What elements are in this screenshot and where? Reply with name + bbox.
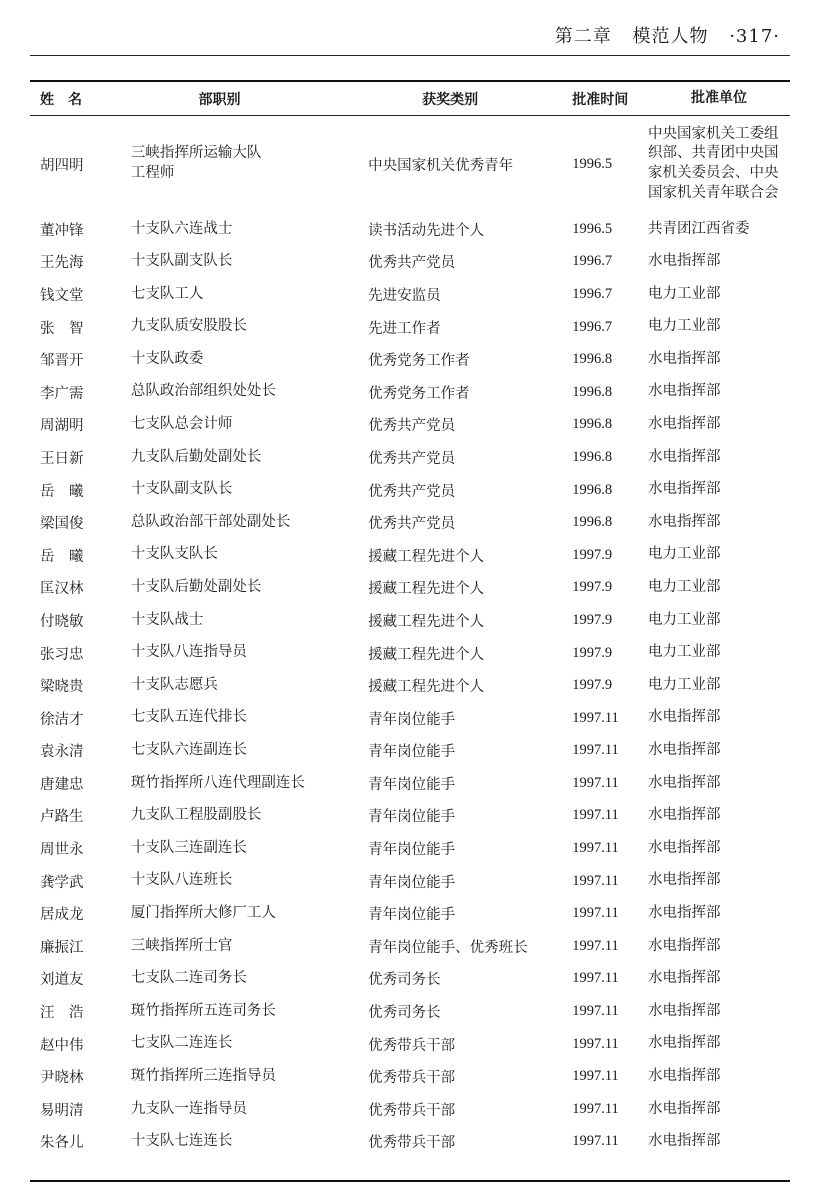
cell-unit: 电力工业部 (647, 579, 721, 596)
column-header-name: 姓 名 (40, 91, 82, 108)
cell-name: 汪 浩 (40, 1005, 84, 1022)
cell-date: 1996.7 (572, 285, 613, 302)
table-row (30, 115, 790, 213)
cell-award: 青年岗位能手 (368, 744, 456, 761)
table-row (30, 897, 790, 930)
cell-post: 厦门指挥所大修厂工人 (130, 904, 276, 921)
cell-unit: 水电指挥部 (647, 807, 721, 824)
column-header-unit: 批准单位 (690, 90, 747, 107)
column-header-award: 获奖类别 (422, 91, 479, 108)
table-row (30, 1093, 790, 1126)
cell-award: 读书活动先进个人 (368, 222, 485, 239)
cell-award: 中央国家机关优秀青年 (368, 157, 514, 174)
table-row (30, 572, 790, 605)
table-header-row (30, 82, 790, 115)
cell-post: 七支队五连代排长 (130, 709, 247, 726)
cell-award: 青年岗位能手 (368, 907, 456, 924)
cell-date: 1996.8 (572, 351, 613, 368)
table-row (30, 995, 790, 1028)
cell-post: 九支队一连指导员 (130, 1100, 247, 1117)
cell-unit: 水电指挥部 (647, 416, 721, 433)
cell-award: 青年岗位能手 (368, 842, 456, 859)
cell-unit: 水电指挥部 (647, 1100, 721, 1117)
cell-name: 梁晓贵 (40, 679, 84, 696)
cell-post: 十支队副支队长 (130, 253, 233, 270)
cell-unit: 水电指挥部 (647, 1067, 721, 1084)
cell-date: 1997.9 (572, 546, 613, 563)
cell-award: 援藏工程先进个人 (368, 613, 485, 630)
table-row (30, 376, 790, 409)
cell-unit: 电力工业部 (647, 611, 721, 628)
cell-post: 总队政治部干部处副处长 (130, 513, 291, 530)
cell-date: 1997.11 (572, 709, 619, 726)
cell-post: 七支队二连连长 (130, 1035, 233, 1052)
cell-post: 七支队总会计师 (130, 416, 233, 433)
table-row (30, 343, 790, 376)
cell-post: 十支队支队长 (130, 546, 218, 563)
cell-post: 斑竹指挥所五连司务长 (130, 1002, 276, 1019)
cell-award: 优秀带兵干部 (368, 1102, 456, 1119)
cell-award: 青年岗位能手 (368, 809, 456, 826)
cell-award: 优秀共产党员 (368, 255, 456, 272)
cell-date: 1997.11 (572, 807, 619, 824)
running-header (541, 22, 780, 48)
cell-date: 1997.11 (572, 1100, 619, 1117)
cell-date: 1996.8 (572, 481, 613, 498)
cell-unit: 水电指挥部 (647, 350, 721, 367)
cell-award: 优秀司务长 (368, 972, 441, 989)
cell-award: 优秀带兵干部 (368, 1070, 456, 1087)
table-row (30, 278, 790, 311)
cell-unit: 水电指挥部 (647, 1035, 721, 1052)
cell-name: 赵中伟 (40, 1037, 84, 1054)
table-row (30, 832, 790, 865)
table-body (30, 115, 790, 1158)
table-row (30, 669, 790, 702)
cell-award: 援藏工程先进个人 (368, 646, 485, 663)
cell-post: 十支队七连连长 (130, 1133, 233, 1150)
cell-date: 1996.8 (572, 383, 613, 400)
table-row (30, 474, 790, 507)
cell-unit: 水电指挥部 (647, 513, 721, 530)
cell-award: 援藏工程先进个人 (368, 548, 485, 565)
cell-unit: 水电指挥部 (647, 709, 721, 726)
table-row (30, 409, 790, 442)
cell-post: 十支队后勤处副处长 (130, 579, 262, 596)
cell-unit: 水电指挥部 (647, 383, 721, 400)
cell-date: 1997.9 (572, 579, 613, 596)
cell-post: 七支队工人 (130, 285, 204, 302)
cell-date: 1997.11 (572, 840, 619, 857)
cell-date: 1997.11 (572, 905, 619, 922)
cell-name: 王日新 (40, 450, 84, 467)
cell-date: 1997.11 (572, 937, 619, 954)
cell-award: 优秀司务长 (368, 1005, 441, 1022)
cell-name: 董冲锋 (40, 222, 84, 239)
cell-unit: 电力工业部 (647, 546, 721, 563)
cell-date: 1997.9 (572, 611, 613, 628)
awards-table (30, 82, 790, 1158)
cell-name: 朱各儿 (40, 1135, 84, 1152)
cell-name: 卢路生 (40, 809, 84, 826)
cell-date: 1997.11 (572, 742, 619, 759)
table-row (30, 539, 790, 572)
cell-date: 1996.8 (572, 448, 613, 465)
cell-award: 青年岗位能手、优秀班长 (368, 939, 528, 956)
cell-unit: 水电指挥部 (647, 448, 721, 465)
cell-post: 三峡指挥所士官 (130, 937, 233, 954)
cell-name: 梁国俊 (40, 516, 84, 533)
column-header-date: 批准时间 (572, 91, 629, 108)
chapter-label: 第二章 (554, 26, 612, 47)
cell-post: 十支队八连班长 (130, 872, 233, 889)
cell-name: 匡汉林 (40, 581, 84, 598)
cell-name: 刘道友 (40, 972, 84, 989)
table-row (30, 800, 790, 833)
cell-post: 九支队后勤处副处长 (130, 448, 262, 465)
cell-unit: 水电指挥部 (647, 970, 721, 987)
cell-date: 1996.7 (572, 253, 613, 270)
cell-date: 1996.8 (572, 416, 613, 433)
cell-post: 斑竹指挥所三连指导员 (130, 1067, 276, 1084)
cell-name: 钱文堂 (40, 287, 84, 304)
cell-unit: 水电指挥部 (647, 839, 721, 856)
header-rule (30, 55, 790, 56)
cell-date: 1997.9 (572, 677, 613, 694)
cell-name: 张 智 (40, 320, 84, 337)
cell-post: 九支队质安股股长 (130, 318, 247, 335)
cell-unit: 电力工业部 (647, 285, 721, 302)
cell-name: 岳 曦 (40, 548, 84, 565)
table-row (30, 637, 790, 670)
cell-post: 十支队志愿兵 (130, 676, 218, 693)
cell-award: 优秀共产党员 (368, 483, 456, 500)
cell-post: 斑竹指挥所八连代理副连长 (130, 774, 305, 791)
cell-date: 1997.11 (572, 872, 619, 889)
cell-unit: 共青团江西省委 (647, 220, 750, 237)
cell-date: 1997.11 (572, 1133, 619, 1150)
cell-post: 三峡指挥所运输大队 工程师 (130, 145, 262, 181)
cell-award: 优秀共产党员 (368, 516, 456, 533)
table-row (30, 865, 790, 898)
table-row (30, 963, 790, 996)
cell-unit: 水电指挥部 (647, 253, 721, 270)
cell-award: 援藏工程先进个人 (368, 679, 485, 696)
cell-name: 邹晋开 (40, 353, 84, 370)
cell-award: 先进安监员 (368, 287, 441, 304)
cell-name: 胡四明 (40, 157, 84, 174)
cell-unit: 中央国家机关工委组织部、共青团中央国家机关委员会、中央国家机关青年联合会 (647, 125, 779, 201)
cell-award: 先进工作者 (368, 320, 441, 337)
cell-unit: 水电指挥部 (647, 1133, 721, 1150)
cell-name: 易明清 (40, 1102, 84, 1119)
chapter-title: 模范人物 (632, 26, 709, 47)
cell-date: 1996.7 (572, 318, 613, 335)
cell-unit: 水电指挥部 (647, 481, 721, 498)
cell-unit: 电力工业部 (647, 676, 721, 693)
cell-unit: 水电指挥部 (647, 742, 721, 759)
cell-award: 优秀共产党员 (368, 450, 456, 467)
cell-award: 优秀带兵干部 (368, 1135, 456, 1152)
cell-unit: 水电指挥部 (647, 872, 721, 889)
cell-name: 尹晓林 (40, 1070, 84, 1087)
cell-date: 1997.11 (572, 970, 619, 987)
cell-award: 优秀带兵干部 (368, 1037, 456, 1054)
cell-post: 十支队副支队长 (130, 481, 233, 498)
cell-unit: 水电指挥部 (647, 937, 721, 954)
cell-date: 1997.11 (572, 1035, 619, 1052)
cell-date: 1996.5 (572, 155, 613, 172)
table-bottom-rule (30, 1180, 790, 1182)
table-row (30, 441, 790, 474)
cell-date: 1997.11 (572, 1068, 619, 1085)
cell-name: 李广需 (40, 385, 84, 402)
table-row (30, 506, 790, 539)
cell-award: 优秀共产党员 (368, 418, 456, 435)
cell-name: 居成龙 (40, 907, 84, 924)
column-header-post: 部职别 (198, 91, 241, 108)
cell-post: 十支队政委 (130, 350, 204, 367)
cell-name: 周世永 (40, 842, 84, 859)
cell-post: 十支队八连指导员 (130, 644, 247, 661)
cell-name: 廉振江 (40, 939, 84, 956)
table-row (30, 1060, 790, 1093)
cell-award: 青年岗位能手 (368, 874, 456, 891)
table-row (30, 1028, 790, 1061)
cell-name: 付晓敏 (40, 613, 84, 630)
table-row (30, 213, 790, 246)
cell-award: 青年岗位能手 (368, 711, 456, 728)
cell-name: 张习忠 (40, 646, 84, 663)
cell-name: 唐建忠 (40, 776, 84, 793)
table-row (30, 604, 790, 637)
table-row (30, 246, 790, 279)
cell-date: 1997.9 (572, 644, 613, 661)
cell-name: 徐洁才 (40, 711, 84, 728)
cell-award: 优秀党务工作者 (368, 353, 470, 370)
table-row (30, 702, 790, 735)
page-number: ·317· (729, 26, 780, 47)
cell-post: 十支队战士 (130, 611, 204, 628)
cell-award: 援藏工程先进个人 (368, 581, 485, 598)
table-row (30, 311, 790, 344)
table-row (30, 735, 790, 768)
cell-name: 袁永清 (40, 744, 84, 761)
cell-award: 青年岗位能手 (368, 776, 456, 793)
cell-unit: 电力工业部 (647, 644, 721, 661)
cell-date: 1997.11 (572, 774, 619, 791)
cell-post: 总队政治部组织处处长 (130, 383, 276, 400)
cell-post: 七支队六连副连长 (130, 742, 247, 759)
cell-unit: 水电指挥部 (647, 1002, 721, 1019)
cell-unit: 电力工业部 (647, 318, 721, 335)
cell-date: 1996.8 (572, 514, 613, 531)
cell-post: 十支队三连副连长 (130, 839, 247, 856)
cell-date: 1996.5 (572, 220, 613, 237)
cell-post: 七支队二连司务长 (130, 970, 247, 987)
cell-award: 优秀党务工作者 (368, 385, 470, 402)
cell-name: 周湖明 (40, 418, 84, 435)
cell-unit: 水电指挥部 (647, 904, 721, 921)
cell-post: 九支队工程股副股长 (130, 807, 262, 824)
cell-name: 龚学武 (40, 874, 84, 891)
cell-date: 1997.11 (572, 1003, 619, 1020)
cell-name: 岳 曦 (40, 483, 84, 500)
cell-name: 王先海 (40, 255, 84, 272)
table-row (30, 1126, 790, 1159)
cell-unit: 水电指挥部 (647, 774, 721, 791)
table-row (30, 930, 790, 963)
table-row (30, 767, 790, 800)
cell-post: 十支队六连战士 (130, 220, 233, 237)
